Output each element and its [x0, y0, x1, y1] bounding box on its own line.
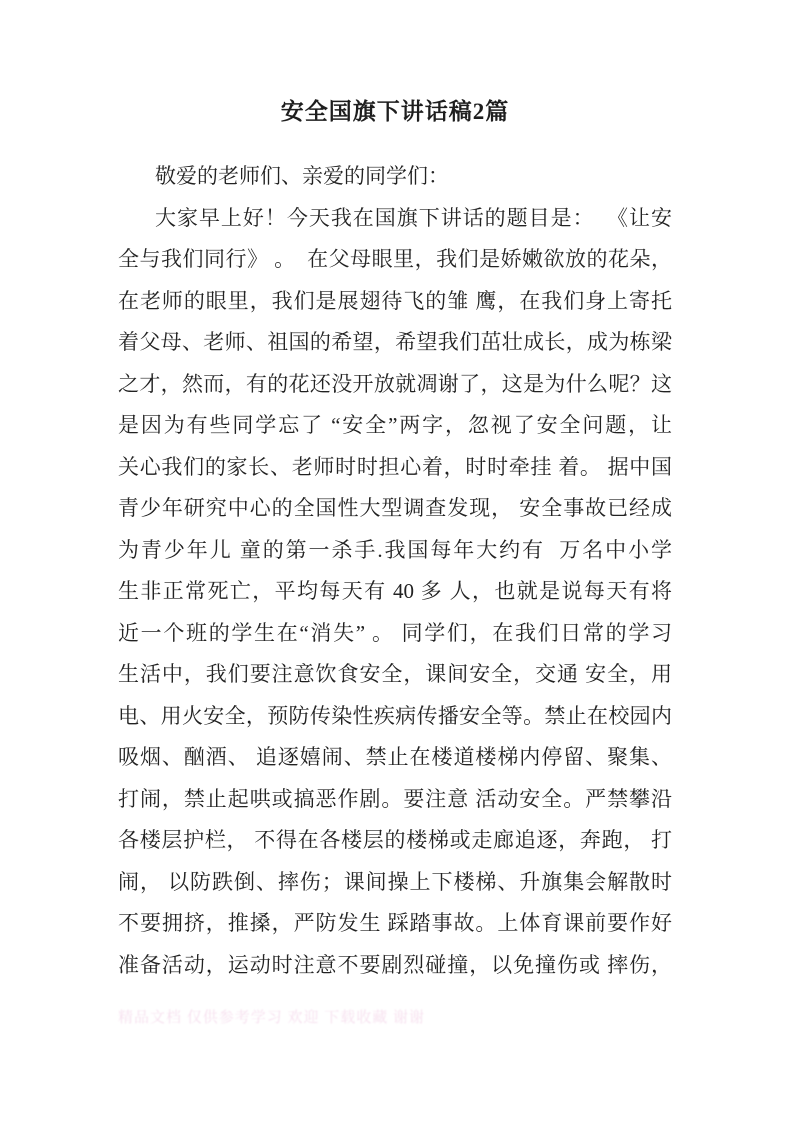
text-line: 电、用火安全，预防传染性疾病传播安全等。禁止在校园内: [118, 703, 672, 728]
text-line: 关心我们的家长、老师时时担心着，时时牵挂 着。 据中国: [118, 454, 672, 479]
text-line: 闹， 以防跌倒、摔伤；课间操上下楼梯、升旗集会解散时: [118, 869, 672, 894]
text-line: 是因为有些同学忘了 “安全”两字，忽视了安全问题，让: [118, 413, 672, 437]
text-line: 在老师的眼里，我们是展翅待飞的雏 鹰，在我们身上寄托: [118, 288, 672, 313]
text-line: 各楼层护栏， 不得在各楼层的楼梯或走廊追逐，奔跑， 打: [118, 828, 672, 852]
text-line: 吸烟、酗酒、 追逐嬉闹、禁止在楼道楼梯内停留、聚集、: [118, 745, 672, 769]
text-line: 敬爱的老师们、亲爱的同学们：: [155, 164, 449, 188]
text-line: 打闹，禁止起哄或搞恶作剧。要注意 活动安全。严禁攀沿: [118, 786, 672, 811]
document-body: [118, 156, 672, 986]
text-line: 生活中，我们要注意饮食安全，课间安全，交通 安全，用: [118, 662, 672, 686]
text-line: 不要拥挤，推搡，严防发生 踩踏事故。上体育课前要作好: [118, 911, 672, 935]
text-line: 之才，然而，有的花还没开放就凋谢了，这是为什么呢？这: [118, 371, 672, 396]
text-line: 大家早上好！今天我在国旗下讲话的题目是： 《让安: [155, 205, 672, 230]
title-spacer: [118, 128, 672, 156]
document-title: 安全国旗下讲话稿2篇: [280, 99, 510, 124]
text-line: 近一个班的学生在“消失” 。 同学们，在我们日常的学习: [118, 620, 672, 645]
text-line: 为青少年儿 童的第一杀手.我国每年大约有 万名中小学: [118, 537, 672, 562]
text-line: 准备活动，运动时注意不要剧烈碰撞，以免撞伤或 摔伤，: [118, 952, 672, 977]
text-line: 全与我们同行》 。 在父母眼里，我们是娇嫩欲放的花朵，: [118, 247, 672, 271]
text-line: 着父母、老师、祖国的希望，希望我们茁壮成长，成为栋梁: [118, 330, 672, 354]
illegible-pink-watermark: 精品文档 仅供参考学习 欢迎 下载收藏 谢谢: [118, 1010, 426, 1026]
text-line: 青少年研究中心的全国性大型调查发现， 安全事故已经成: [118, 496, 672, 520]
text-line: 生非正常死亡，平均每天有 40 多 人，也就是说每天有将: [118, 579, 672, 603]
